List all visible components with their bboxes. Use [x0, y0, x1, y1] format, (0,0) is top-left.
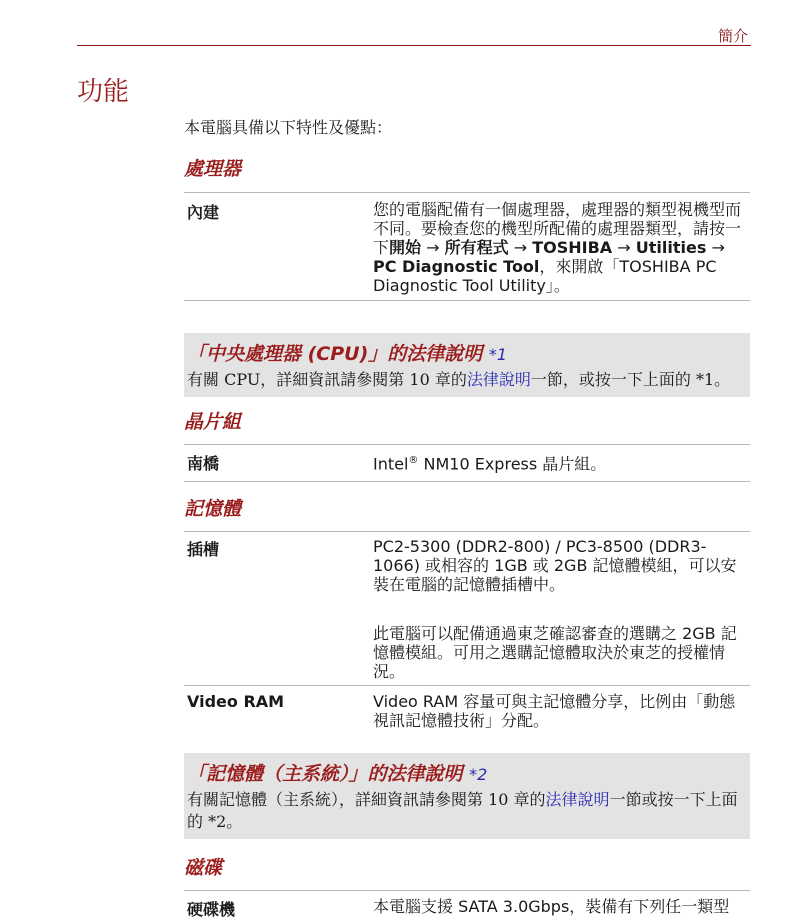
memory-legal-title — [187, 759, 746, 786]
processor-desc-text: 您的電腦配備有一個處理器，處理器的類型視機型而不同。要檢查您的機型所配備的處理器類型，請按一下 — [373, 200, 742, 257]
video-ram-desc: Video RAM 容量可與主記憶體分享，比例由「動態視訊記憶體技術」分配。 — [373, 692, 736, 730]
page-title: 功能 — [77, 77, 130, 107]
start-menu-keyword: 開始 — [389, 238, 422, 257]
processor-section-title: 處理器 — [184, 158, 242, 180]
memory-slot-row — [184, 532, 750, 686]
video-ram-row — [184, 686, 750, 730]
utilities-keyword: Utilities — [635, 238, 707, 257]
processor-table — [184, 192, 750, 301]
cpu-legal-link[interactable]: 法律說明 — [466, 370, 531, 389]
memory-section-title: 記憶體 — [184, 498, 242, 520]
processor-row-label: 內建 — [187, 203, 220, 222]
chipset-row-value — [373, 451, 750, 474]
chipset-row-label: 南橋 — [187, 454, 220, 473]
toshiba-keyword: TOSHIBA — [532, 238, 613, 257]
memory-slot-text-2: 此電腦可以配備通過東芝確認審查的選購之 2GB 記憶體模組。可用之選購記憶體取決於東芝的授權情況。 — [373, 624, 737, 681]
processor-row — [184, 193, 750, 301]
arrow-icon: → — [706, 238, 725, 257]
processor-row-desc — [373, 200, 750, 295]
cpu-legal-box — [184, 333, 750, 397]
disk-table — [184, 890, 750, 920]
header-section-label: 簡介 — [717, 27, 748, 45]
registered-mark: ® — [408, 455, 419, 466]
pc-diagnostic-keyword: PC Diagnostic Tool — [373, 257, 540, 276]
video-ram-label: Video RAM — [187, 692, 285, 711]
header-divider — [77, 45, 751, 46]
memory-slot-desc — [373, 537, 750, 681]
cpu-legal-ref: *1 — [488, 345, 508, 364]
memory-slot-label: 插槽 — [187, 540, 220, 559]
memory-table — [184, 531, 750, 730]
memory-legal-title-text: 「記憶體（主系統）」的法律說明 — [187, 763, 463, 785]
processor-desc-tail: ，來開啟「TOSHIBA PC Diagnostic Tool Utility」。 — [373, 257, 717, 295]
arrow-icon: → — [612, 238, 636, 257]
arrow-icon: → — [421, 238, 445, 257]
disk-section-title: 磁碟 — [184, 857, 223, 879]
memory-legal-ref: *2 — [469, 765, 488, 784]
chipset-value-prefix: Intel — [373, 454, 409, 474]
cpu-legal-title — [187, 339, 746, 366]
cpu-legal-text-before: 有關 CPU，詳細資訊請參閱第 10 章的 — [187, 370, 467, 389]
intro-text: 本電腦具備以下特性及優點： — [184, 118, 393, 137]
chipset-table — [184, 444, 750, 482]
all-programs-keyword: 所有程式 — [444, 238, 509, 257]
memory-legal-link[interactable]: 法律說明 — [545, 790, 610, 809]
chipset-row — [184, 445, 750, 482]
cpu-legal-text-after: 一節，或按一下上面的 *1。 — [530, 370, 731, 389]
memory-legal-text-after: 一節或按一下上面的 *2。 — [187, 790, 738, 831]
memory-slot-text-1: PC2-5300 (DDR2-800) / PC3-8500 (DDR3-1066) 或相容的 1GB 或 2GB 記憶體模組，可以安裝在電腦的記憶體插槽中。 — [373, 537, 737, 594]
memory-legal-box — [184, 753, 750, 839]
memory-legal-text — [187, 789, 746, 833]
disk-row-label: 硬碟機 — [187, 900, 236, 919]
chipset-section-title: 晶片組 — [184, 411, 242, 433]
chipset-value-suffix: NM10 Express 晶片組。 — [418, 454, 607, 474]
memory-legal-text-before: 有關記憶體（主系統），詳細資訊請參閱第 10 章的 — [187, 790, 546, 809]
main-content — [184, 117, 750, 920]
disk-row-desc: 本電腦支援 SATA 3.0Gbps，裝備有下列任一類型 — [373, 897, 730, 916]
cpu-legal-title-text: 「中央處理器 (CPU)」的法律說明 — [187, 343, 483, 365]
cpu-legal-text — [187, 369, 746, 391]
arrow-icon: → — [508, 238, 533, 257]
